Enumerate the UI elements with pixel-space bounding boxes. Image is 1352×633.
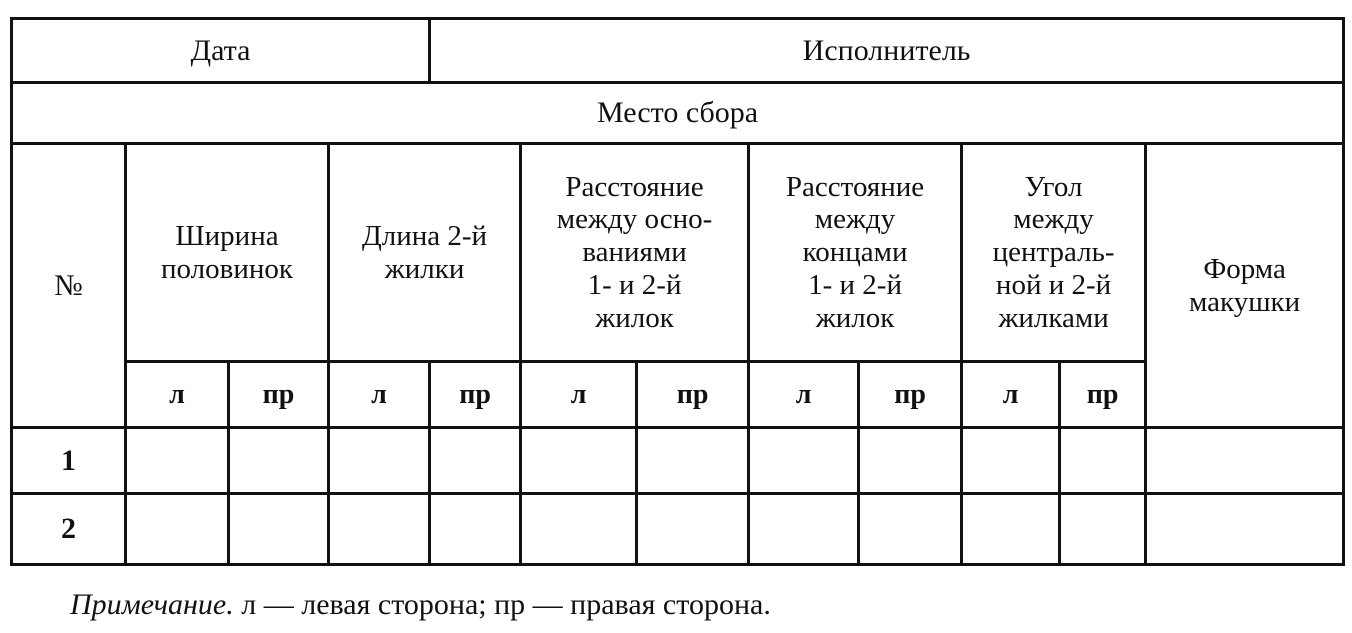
number-header: [12, 144, 126, 428]
place-label: Место сбора: [596, 96, 759, 129]
side-header-row: [12, 362, 1344, 428]
note-text: л — левая сторона; пр — правая сторона.: [233, 588, 771, 621]
data-cell[interactable]: [637, 428, 749, 494]
side-right-label: пр: [1060, 362, 1146, 428]
crown-shape-label: Форма макушки: [1189, 252, 1301, 318]
data-cell[interactable]: [962, 494, 1060, 565]
side-left-label: л: [126, 362, 229, 428]
data-cell[interactable]: [430, 428, 521, 494]
length-vein2-header: [329, 144, 521, 362]
data-cell[interactable]: [329, 428, 430, 494]
data-cell[interactable]: [1146, 428, 1344, 494]
side-right-label: пр: [637, 362, 749, 428]
side-right-label: пр: [859, 362, 962, 428]
data-cell[interactable]: [126, 428, 229, 494]
number-label: №: [54, 268, 83, 302]
measurement-table: [10, 17, 1345, 566]
distance-ends-label: Расстояние между концами 1- и 2-й жилок: [785, 170, 925, 334]
data-cell[interactable]: [1146, 494, 1344, 565]
width-halves-header: [126, 144, 329, 362]
data-cell[interactable]: [1060, 494, 1146, 565]
data-cell[interactable]: [749, 494, 859, 565]
side-left-label: л: [749, 362, 859, 428]
table-row: [12, 428, 1344, 494]
data-cell[interactable]: [521, 494, 637, 565]
angle-header: [962, 144, 1146, 362]
date-label: Дата: [190, 33, 251, 67]
row-number: 2: [12, 494, 126, 565]
data-cell[interactable]: [962, 428, 1060, 494]
date-header: [12, 19, 430, 83]
data-cell[interactable]: [430, 494, 521, 565]
data-cell[interactable]: [749, 428, 859, 494]
side-left-label: л: [962, 362, 1060, 428]
data-cell[interactable]: [126, 494, 229, 565]
data-cell[interactable]: [521, 428, 637, 494]
side-left-label: л: [329, 362, 430, 428]
distance-bases-label: Расстояние между осно- ваниями 1- и 2-й жилок: [556, 170, 713, 334]
side-right-label: пр: [430, 362, 521, 428]
table-note: [70, 588, 771, 622]
place-header: [12, 83, 1344, 144]
crown-shape-header: [1146, 144, 1344, 428]
performer-label: Исполнитель: [802, 33, 971, 67]
note-label: Примечание.: [70, 588, 234, 621]
distance-bases-header: [521, 144, 749, 362]
data-cell[interactable]: [229, 494, 329, 565]
angle-label: Угол между централь- ной и 2-й жилками: [992, 170, 1115, 334]
length-vein2-label: Длина 2-й жилки: [361, 219, 488, 285]
measurement-form: [10, 17, 1342, 566]
side-right-label: пр: [229, 362, 329, 428]
width-halves-label: Ширина половинок: [161, 219, 293, 285]
data-cell[interactable]: [1060, 428, 1146, 494]
table-row: [12, 494, 1344, 565]
place-row: [12, 83, 1344, 144]
performer-header: [430, 19, 1344, 83]
data-cell[interactable]: [637, 494, 749, 565]
distance-ends-header: [749, 144, 962, 362]
date-performer-row: [12, 19, 1344, 83]
data-cell[interactable]: [859, 494, 962, 565]
data-cell[interactable]: [229, 428, 329, 494]
data-cell[interactable]: [329, 494, 430, 565]
column-header-row: [12, 144, 1344, 362]
side-left-label: л: [521, 362, 637, 428]
row-number: 1: [12, 428, 126, 494]
data-cell[interactable]: [859, 428, 962, 494]
